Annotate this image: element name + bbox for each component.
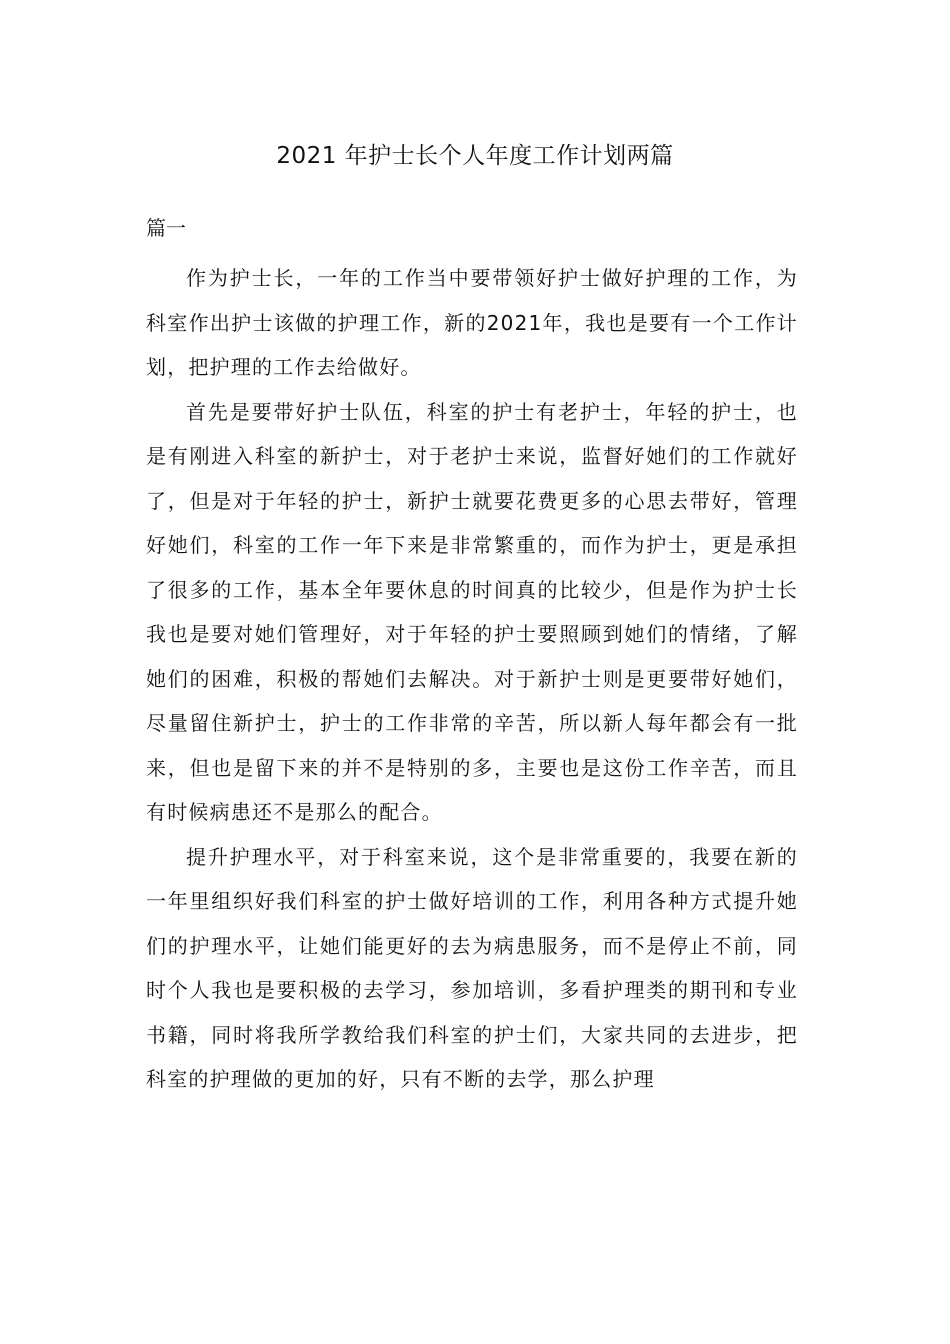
- document-title: 2021 年护士长个人年度工作计划两篇: [276, 143, 674, 169]
- section-label: 篇一: [146, 216, 186, 240]
- paragraph: 作为护士长，一年的工作当中要带领好护士做好护理的工作，为科室作出护士该做的护理工作，新的2021年，我也是要有一个工作计划，把护理的工作去给做好。: [146, 266, 798, 379]
- paragraph: 首先是要带好护士队伍，科室的护士有老护士，年轻的护士，也是有刚进入科室的新护士，对于老护士来说，监督好她们的工作就好了，但是对于年轻的护士，新护士就要花费更多的心思去带好，管理好她们，科室的工作一年下来是非常繁重的，而作为护士，更是承担了很多的工作，基本全年要休息的时间真的比较少，但是作为护士长我也是要对她们管理好，对于年轻的护士要照顾到她们的情绪，了解她们的困难，积极的帮她们去解决。对于新护士则是更要带好她们，尽量留住新护士，护士的工作非常的辛苦，所以新人每年都会有一批来，但也是留下来的并不是特别的多，主要也是这份工作辛苦，而且有时候病患还不是那么的配合。: [146, 399, 798, 824]
- paragraph: 提升护理水平，对于科室来说，这个是非常重要的，我要在新的一年里组织好我们科室的护士做好培训的工作，利用各种方式提升她们的护理水平，让她们能更好的去为病患服务，而不是停止不前，同时个人我也是要积极的去学习，参加培训，多看护理类的期刊和专业书籍，同时将我所学教给我们科室的护士们，大家共同的去进步，把科室的护理做的更加的好，只有不断的去学，那么护理: [146, 844, 798, 1091]
- document-body: [146, 256, 798, 1102]
